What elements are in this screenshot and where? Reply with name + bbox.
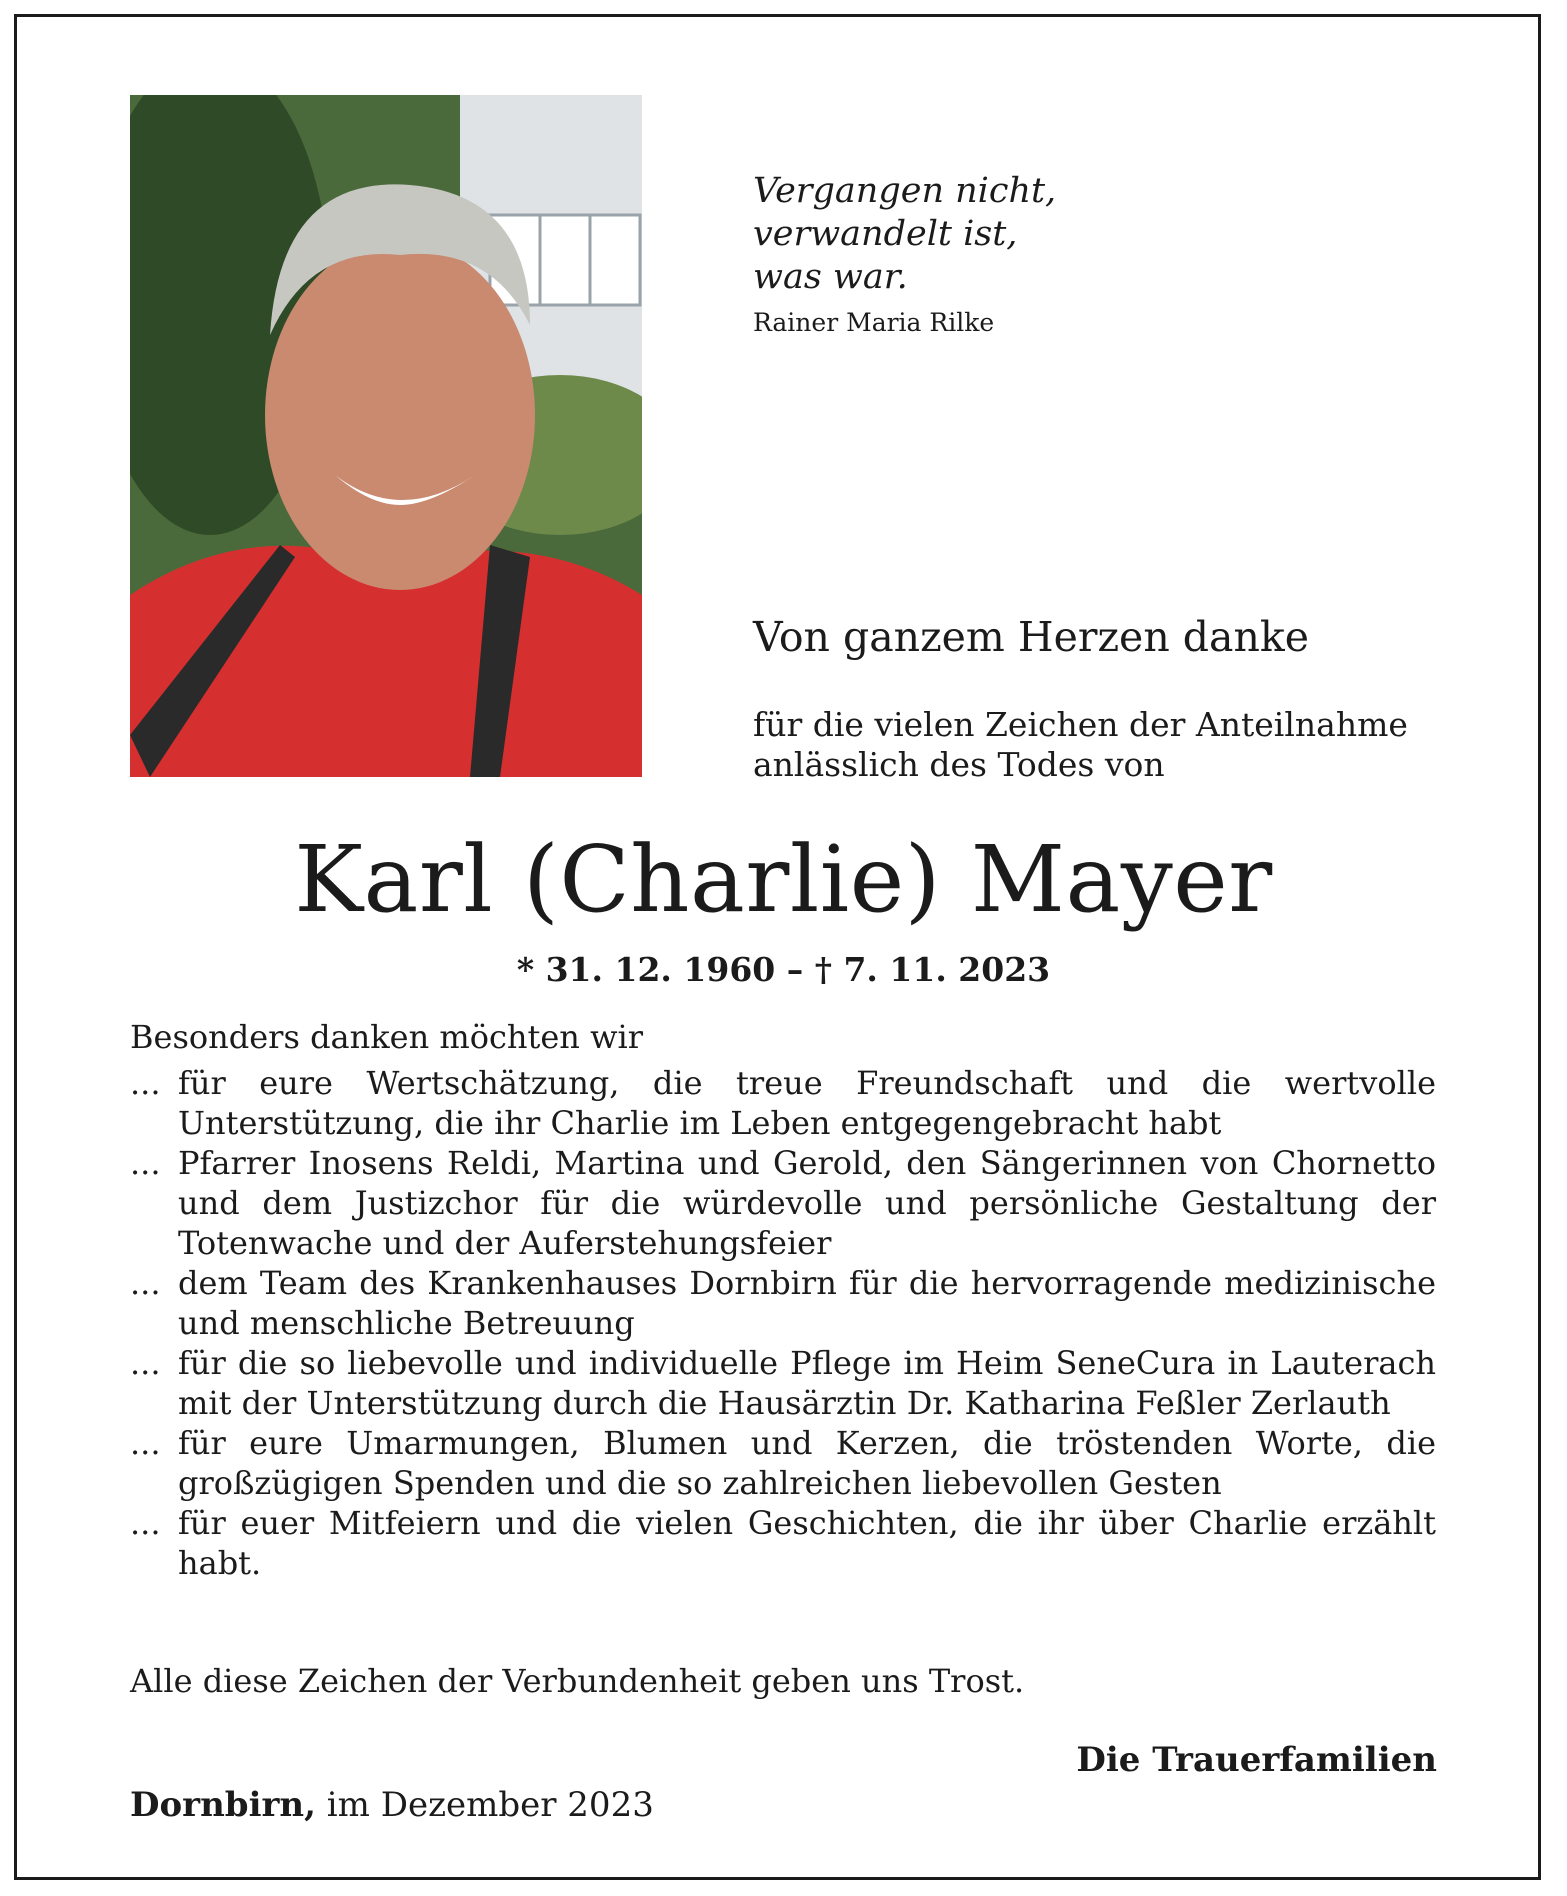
list-item: ... für eure Umarmungen, Blumen und Kerzen, die tröstenden Worte, die großzügigen Spenden und die so zahlreichen liebevollen Gesten [130,1423,1436,1503]
quote-line-3: was war. [753,257,908,297]
life-dates: * 31. 12. 1960 – † 7. 11. 2023 [516,950,1051,989]
place-and-date [130,1785,654,1825]
thanks-line-1: für die vielen Zeichen der Anteilnahme [753,705,1408,744]
signature: Die Trauerfamilien [1076,1740,1437,1780]
rilke-quote [753,170,1056,299]
thanks-line-2: anlässlich des Todes von [753,745,1165,784]
quote-line-2: verwandelt ist, [753,214,1018,254]
thanks-heading: Von ganzem Herzen danke [753,613,1309,661]
quote-author: Rainer Maria Rilke [753,308,995,337]
place-town: Dornbirn, [130,1785,316,1825]
list-item: ... dem Team des Krankenhauses Dornbirn für die hervorragende medizinische und menschliche Betreuung [130,1263,1436,1343]
quote-line-1: Vergangen nicht, [753,171,1057,211]
list-item: ... für die so liebevolle und individuelle Pflege im Heim SeneCura in Lauterach mit der Unterstützung durch die Hausärztin Dr. Katharina Feßler Zerlauth [130,1343,1436,1423]
thanks-subtext [753,705,1408,785]
list-item: ... Pfarrer Inosens Reldi, Martina und Gerold, den Sängerinnen von Chornetto und dem Justizchor für die würdevolle und persönliche Gestaltung der Totenwache und der Auferstehungsfeier [130,1143,1436,1263]
list-item: ... für eure Wertschätzung, die treue Freundschaft und die wertvolle Unterstützung, die ihr Charlie im Leben entgegengebracht habt [130,1063,1436,1143]
thanks-list [130,1063,1436,1583]
list-item: ... für euer Mitfeiern und die vielen Geschichten, die ihr über Charlie erzählt habt. [130,1503,1436,1583]
portrait-photo [130,95,642,777]
thanks-intro: Besonders danken möchten wir [130,1018,643,1056]
place-date: im Dezember 2023 [326,1785,654,1825]
deceased-name: Karl (Charlie) Mayer [294,826,1273,933]
closing-sentence: Alle diese Zeichen der Verbundenheit geben uns Trost. [130,1662,1025,1700]
